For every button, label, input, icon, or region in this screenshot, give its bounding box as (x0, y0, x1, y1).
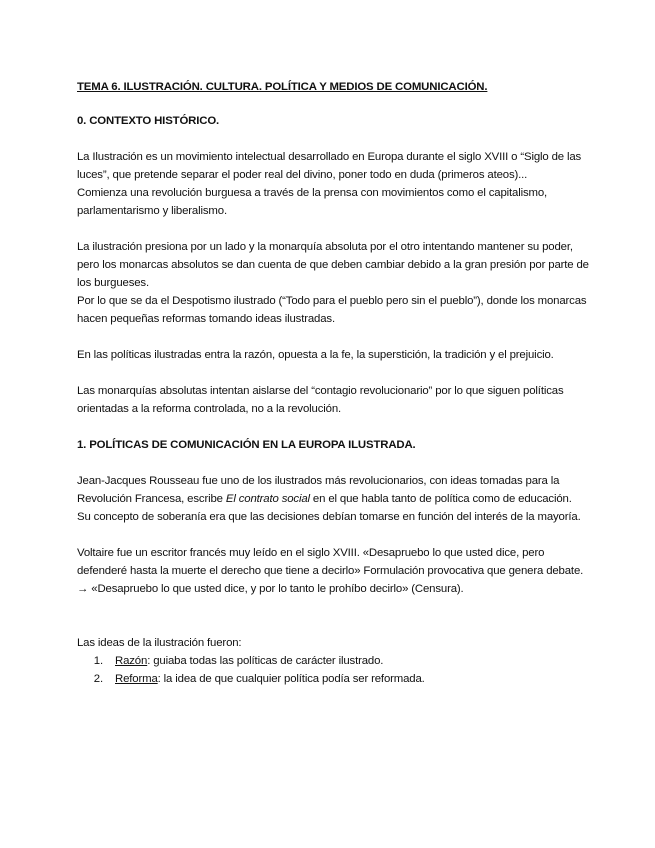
section-0-heading: 0. CONTEXTO HISTÓRICO. (77, 115, 220, 127)
spacer (77, 616, 595, 634)
list-item (77, 652, 595, 670)
paragraph-revolucion-burguesa: Comienza una revolución burguesa a través de la prensa con movimientos como el capitalismo, parlamentarismo y liberalismo. (77, 187, 548, 217)
ideas-list (77, 652, 595, 688)
paragraph-contagio: Las monarquías absolutas intentan aislarse del “contagio revolucionario” por lo que siguen políticas orientadas a la reforma controlada, no a la revolución. (77, 385, 564, 415)
list-item (77, 670, 595, 688)
idea-term-reforma: Reforma (115, 673, 158, 685)
rousseau-text-post: en el que habla tanto de política como de educación. (309, 493, 572, 505)
idea-text: : la idea de que cualquier política podía ser reformada. (157, 673, 425, 685)
section-1-heading: 1. POLÍTICAS DE COMUNICACIÓN EN LA EUROPA ILUSTRADA. (77, 439, 416, 451)
paragraph-despotismo: Por lo que se da el Despotismo ilustrado (“Todo para el pueblo pero sin el pueblo”), donde los monarcas hacen pequeñas reformas tomando ideas ilustradas. (77, 295, 587, 325)
paragraph-monarquia: La ilustración presiona por un lado y la monarquía absoluta por el otro intentando mantener su poder, pero los monarcas absolutos se dan cuenta de que deben cambiar debido a la gran presión por parte de los burgueses. (77, 241, 589, 289)
paragraph-voltaire: Voltaire fue un escritor francés muy leído en el siglo XVIII. «Desapruebo lo que usted dice, pero defenderé hasta la muerte el derecho que tiene a decirlo» Formulación provocativa que genera debate. → «Desapruebo lo que usted dice, y por lo tanto le prohíbo decirlo» (Censura). (77, 547, 584, 595)
document-title: TEMA 6. ILUSTRACIÓN. CULTURA. POLÍTICA Y MEDIOS DE COMUNICACIÓN. (77, 81, 488, 93)
paragraph-soberania: Su concepto de soberanía era que las decisiones debían tomarse en función del interés de la mayoría. (77, 511, 581, 523)
paragraph-ilustracion: La Ilustración es un movimiento intelectual desarrollado en Europa durante el siglo XVIII o “Siglo de las luces”, que pretende separar el poder real del divino, poner todo en duda (primeros ateos)... (77, 151, 582, 181)
paragraph-rousseau (77, 472, 595, 508)
idea-text: : guiaba todas las políticas de carácter ilustrado. (147, 655, 384, 667)
paragraph-razon: En las políticas ilustradas entra la razón, opuesta a la fe, la superstición, la tradición y el prejuicio. (77, 349, 554, 361)
list-number: 1. (93, 655, 103, 667)
rousseau-book-title: El contrato social (225, 493, 310, 505)
rousseau-text-pre: Jean-Jacques Rousseau fue uno de los ilustrados más revolucionarios, con ideas tomadas para la Revolución Francesa, escribe (77, 475, 560, 505)
idea-term-razon: Razón (115, 655, 148, 667)
list-number: 2. (93, 673, 103, 685)
ideas-intro: Las ideas de la ilustración fueron: (77, 637, 242, 649)
